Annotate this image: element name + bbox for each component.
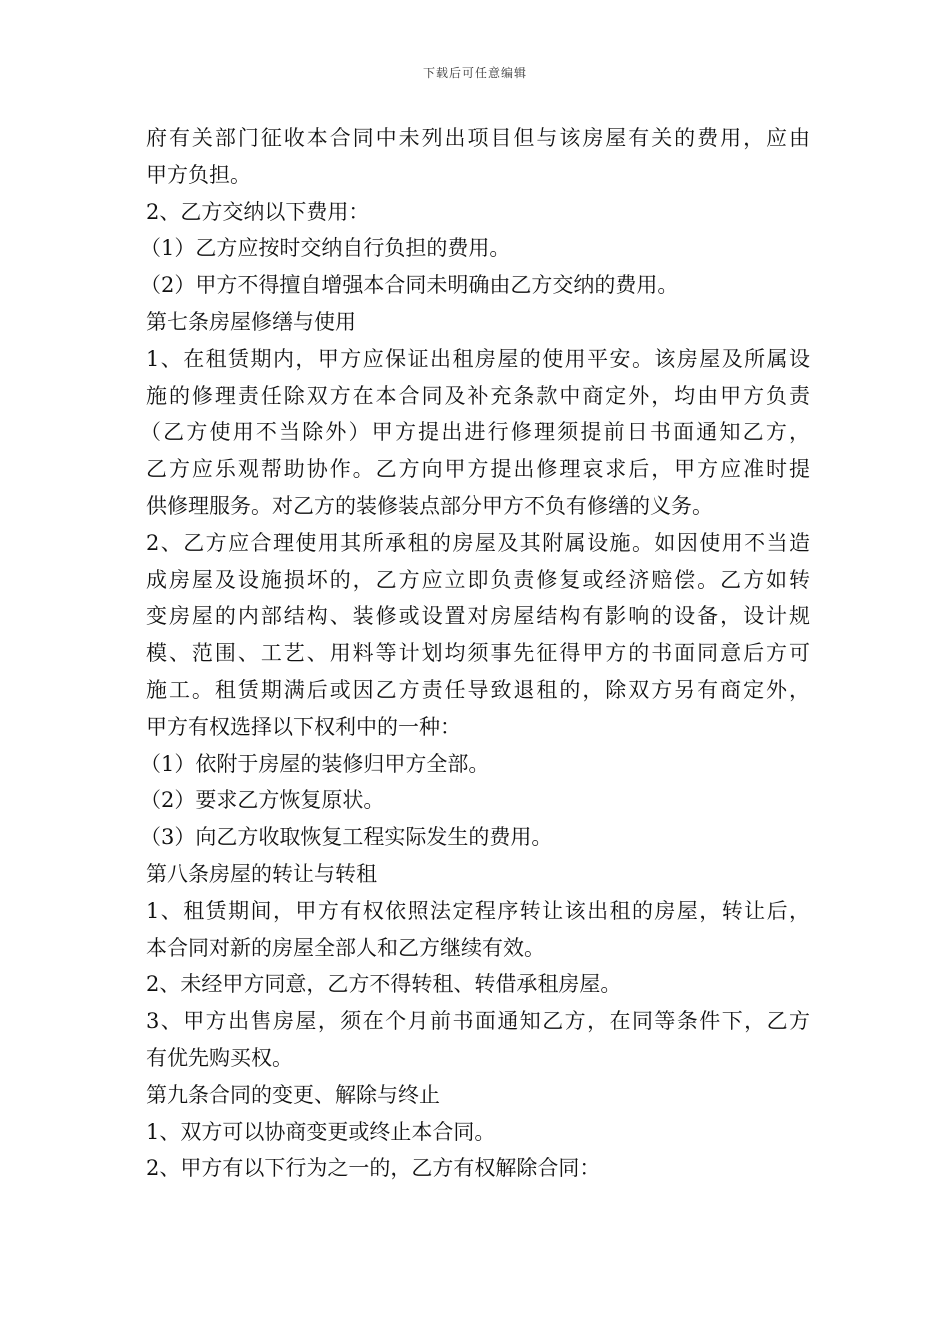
text-line: （1）乙方应按时交纳自行负担的费用。	[140, 236, 511, 261]
text-line: 供修理服务。对乙方的装修装点部分甲方不负有修缮的义务。	[146, 493, 713, 518]
section-heading: 第八条房屋的转让与转租	[146, 861, 377, 886]
text-line: 府有关部门征收本合同中未列出项目但与该房屋有关的费用，应由	[146, 126, 810, 150]
text-line: 2、甲方有以下行为之一的，乙方有权解除合同：	[146, 1156, 601, 1181]
section-heading: 第七条房屋修缮与使用	[146, 309, 356, 334]
text-line: 2、乙方交纳以下费用：	[146, 199, 370, 224]
section-heading: 第九条合同的变更、解除与终止	[146, 1082, 440, 1107]
text-line: 2、未经甲方同意，乙方不得转租、转借承租房屋。	[146, 972, 622, 997]
text-line: 2、乙方应合理使用其所承租的房屋及其附属设施。如因使用不当造	[146, 530, 810, 555]
text-line: （3）向乙方收取恢复工程实际发生的费用。	[140, 825, 553, 850]
text-line: 甲方负担。	[146, 162, 251, 187]
text-line: 3、甲方出售房屋，须在个月前书面通知乙方，在同等条件下，乙方	[146, 1009, 810, 1034]
text-line: （2）甲方不得擅自增强本合同未明确由乙方交纳的费用。	[140, 273, 679, 298]
text-line: 1、租赁期间，甲方有权依照法定程序转让该出租的房屋，转让后，	[146, 898, 810, 923]
text-line: （乙方使用不当除外）甲方提出进行修理须提前日书面通知乙方，	[140, 420, 810, 445]
text-line: 1、双方可以协商变更或终止本合同。	[146, 1119, 496, 1144]
text-line: 甲方有权选择以下权利中的一种：	[146, 714, 461, 739]
document-body	[140, 120, 810, 1187]
text-line: 变房屋的内部结构、装修或设置对房屋结构有影响的设备，设计规	[146, 604, 810, 629]
text-line: 本合同对新的房屋全部人和乙方继续有效。	[146, 935, 545, 960]
text-line: 模、范围、工艺、用料等计划均须事先征得甲方的书面同意后方可	[146, 641, 810, 666]
text-line: （2）要求乙方恢复原状。	[140, 788, 385, 813]
text-line: （1）依附于房屋的装修归甲方全部。	[140, 751, 490, 776]
text-line: 施的修理责任除双方在本合同及补充条款中商定外，均由甲方负责	[146, 383, 810, 408]
text-line: 施工。租赁期满后或因乙方责任导致退租的，除双方另有商定外，	[146, 677, 810, 702]
text-line: 成房屋及设施损坏的，乙方应立即负责修复或经济赔偿。乙方如转	[146, 567, 810, 592]
text-line: 乙方应乐观帮助协作。乙方向甲方提出修理哀求后，甲方应准时提	[146, 457, 810, 482]
text-line: 有优先购买权。	[146, 1045, 293, 1070]
text-line: 1、在租赁期内，甲方应保证出租房屋的使用平安。该房屋及所属设	[146, 346, 810, 371]
page-header: 下载后可任意编辑	[422, 66, 527, 80]
